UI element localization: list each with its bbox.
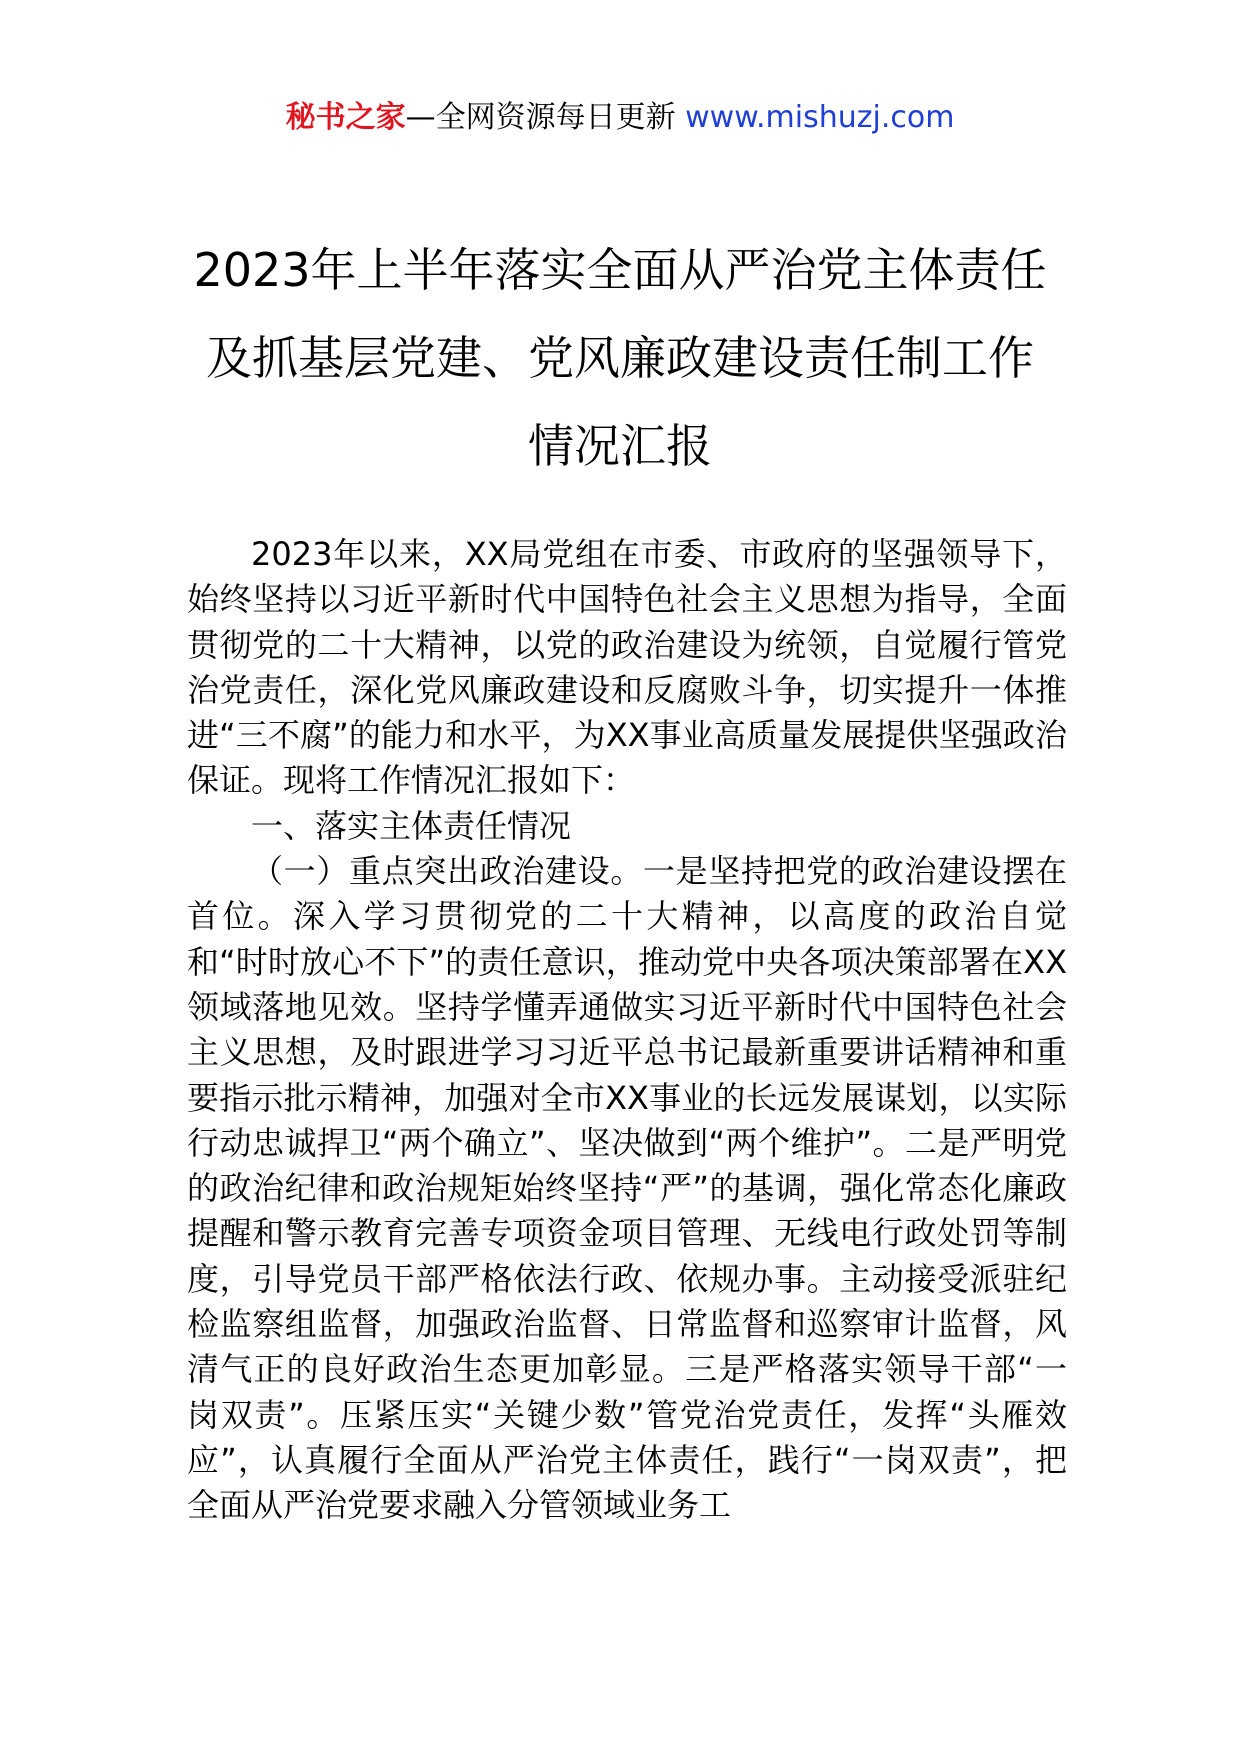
site-url-link[interactable]: www.mishuzj.com bbox=[685, 100, 955, 135]
intro-paragraph: 2023年以来，XX局党组在市委、市政府的坚强领导下，始终坚持以习近平新时代中国特色社会主义思想为指导，全面贯彻党的二十大精神，以党的政治建设为统领，自觉履行管党治党责任，深化党风廉政建设和反腐败斗争，切实提升一体推进“三不腐”的能力和水平，为XX事业高质量发展提供坚强政治保证。现将工作情况汇报如下： bbox=[187, 535, 1067, 800]
section-paragraph: （一）重点突出政治建设。一是坚持把党的政治建设摆在首位。深入学习贯彻党的二十大精神，以高度的政治自觉和“时时放心不下”的责任意识，推动党中央各项决策部署在XX领域落地见效。坚持学懂弄通做实习近平新时代中国特色社会主义思想，及时跟进学习习近平总书记最新重要讲话精神和重要指示批示精神，加强对全市XX事业的长远发展谋划，以实际行动忠诚捍卫“两个确立”、坚决做到“两个维护”。二是严明党的政治纪律和政治规矩始终坚持“严”的基调，强化常态化廉政提醒和警示教育完善专项资金项目管理、无线电行政处罚等制度，引导党员干部严格依法行政、依规办事。主动接受派驻纪检监察组监督，加强政治监督、日常监督和巡察审计监督，风清气正的良好政治生态更加彰显。三是严格落实领导干部“一岗双责”。压紧压实“关键少数”管党治党责任，发挥“头雁效应”，认真履行全面从严治党主体责任，践行“一岗双责”，把全面从严治党要求融入分管领域业务工 bbox=[187, 852, 1067, 1525]
site-name: 秘书之家 bbox=[285, 100, 406, 135]
site-header bbox=[0, 98, 1240, 138]
site-slogan: —全网资源每日更新 bbox=[405, 100, 686, 135]
title-line-1: 2023年上半年落实全面从严治党主体责任 bbox=[193, 243, 1047, 297]
document-body bbox=[187, 532, 1067, 1529]
document-title bbox=[150, 226, 1090, 490]
section-heading: 一、落实主体责任情况 bbox=[251, 806, 572, 845]
title-line-3: 情况汇报 bbox=[528, 419, 712, 473]
title-line-2: 及抓基层党建、党风廉政建设责任制工作 bbox=[206, 331, 1034, 385]
